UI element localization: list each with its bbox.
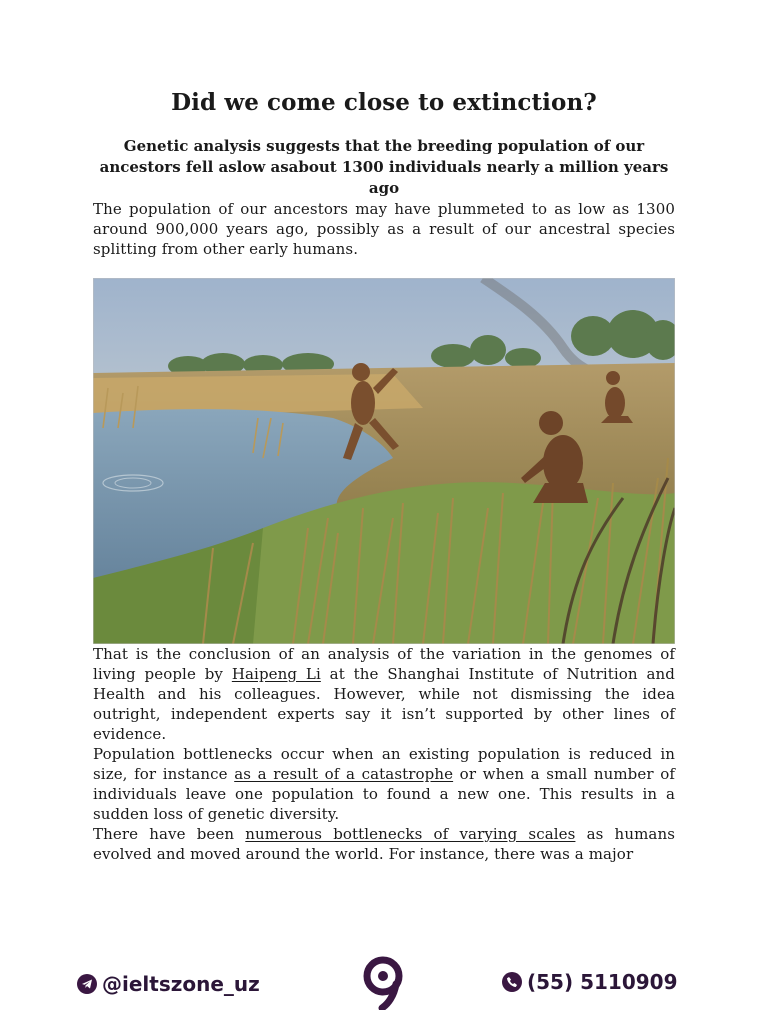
phone-number: (55) 5110909 <box>527 970 678 994</box>
social-handle: @ieltszone_uz <box>102 972 260 996</box>
paragraph-2-text-before: That is the conclusion of an analysis of the variation in the genomes of living people by <box>93 645 675 683</box>
paragraph-intro: The population of our ancestors may have plummeted to as low as 1300 around 900,000 years ago, possibly as a result of our ancestral species splitting from other early humans. <box>93 200 675 258</box>
article-subtitle: Genetic analysis suggests that the breeding population of our ancestors fell aslow asabout 1300 individuals nearly a million years ago <box>99 137 669 197</box>
ieltszone-logo <box>360 956 406 1010</box>
phone-icon <box>502 972 522 992</box>
paragraph-history <box>93 824 675 864</box>
paragraph-2-text-after: at the Shanghai Institute of Nutrition and Health and his colleagues. However, while not dismissing the idea outright, independent experts say it isn’t supported by other lines of evidence. <box>93 665 675 743</box>
phone-block[interactable] <box>502 970 678 994</box>
paragraph-bottlenecks <box>93 744 675 824</box>
social-handle-block[interactable] <box>77 972 260 996</box>
footer <box>0 952 768 1012</box>
numerous-bottlenecks-link[interactable]: numerous bottlenecks of varying scales <box>245 825 576 843</box>
paragraph-3-text-before: Population bottlenecks occur when an existing population is reduced in size, for instance <box>93 745 675 783</box>
article <box>93 86 675 864</box>
paragraph-4-text-before: There have been <box>93 825 246 843</box>
article-title: Did we come close to extinction? <box>171 89 597 116</box>
paragraph-conclusion <box>93 644 675 744</box>
haipeng-li-link[interactable]: Haipeng Li <box>231 665 321 683</box>
paragraph-4-text-after: as humans evolved and moved around the world. For instance, there was a major <box>93 825 676 863</box>
early-humans-illustration <box>93 278 675 644</box>
telegram-icon <box>77 974 97 994</box>
paragraph-3-text-after: or when a small number of individuals leave one population to found a new one. This results in a sudden loss of genetic diversity. <box>93 765 675 823</box>
catastrophe-link[interactable]: as a result of a catastrophe <box>234 765 454 783</box>
